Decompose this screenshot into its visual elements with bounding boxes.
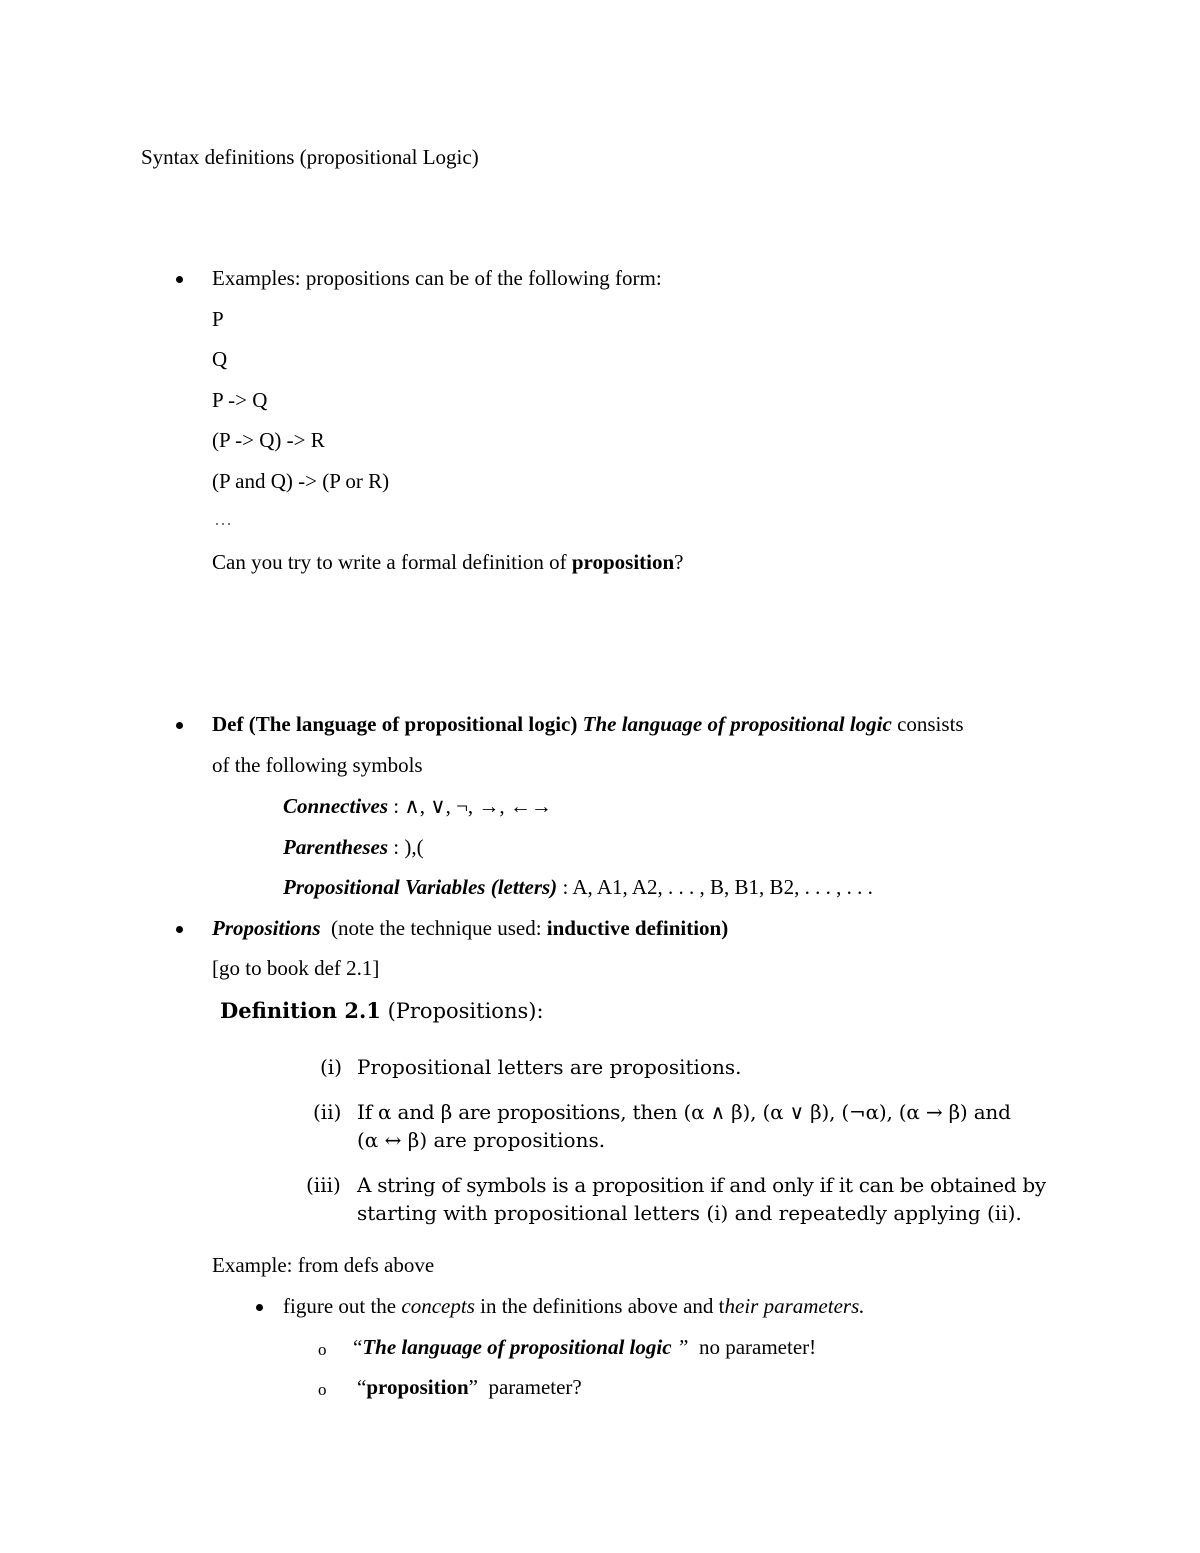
def-label: Def (The language of propositional logic) (212, 712, 578, 736)
sub-bullet-marker: o (318, 1380, 327, 1399)
connectives-label: Connectives (283, 794, 388, 818)
parentheses-value: : ),( (388, 835, 424, 859)
sub-bullet-language (353, 1337, 816, 1358)
example-form: (P and Q) -> (P or R) (212, 469, 390, 493)
examples-ellipsis: … (214, 509, 232, 529)
parentheses-line (283, 837, 424, 858)
def-language-line2: of the following symbols (212, 753, 423, 777)
book-item-number: (iii) (306, 1173, 341, 1197)
parameter-question: parameter? (477, 1375, 582, 1399)
question-text: Can you try to write a formal definition of (212, 550, 572, 574)
proposition-term: proposition (366, 1375, 469, 1399)
book-def-subtitle: (Propositions): (380, 999, 544, 1023)
example-heading: Example: from defs above (212, 1253, 435, 1277)
parentheses-label: Parentheses (283, 835, 388, 859)
example-form: (P -> Q) -> R (212, 428, 325, 452)
example-bullet-line (283, 1296, 865, 1317)
book-item-number: (ii) (313, 1100, 342, 1124)
book-item-number: (i) (320, 1055, 343, 1079)
sub-bullet-proposition (357, 1377, 582, 1398)
quote-close: ” (671, 1335, 689, 1359)
sub-bullet-marker: o (318, 1340, 327, 1359)
quote-open: “ (357, 1375, 367, 1399)
bullet-marker (176, 276, 183, 283)
bullet-marker (256, 1304, 263, 1311)
example-text: figure out the (283, 1294, 402, 1318)
connectives-value: : ∧, ∨, ¬, →, ←→ (388, 794, 552, 818)
propositions-note-bold: inductive definition) (546, 916, 729, 940)
def-term: The language of propositional logic (582, 712, 892, 736)
quote-open: “ (353, 1335, 363, 1359)
book-def-title (220, 1000, 544, 1022)
no-parameter-text: no parameter! (688, 1335, 817, 1359)
example-text: in the definitions above and t (474, 1294, 725, 1318)
question-keyword: proposition (571, 550, 675, 574)
parameters-word: heir parameters. (724, 1294, 865, 1318)
quote-close: ” (468, 1375, 478, 1399)
bullet-marker (176, 722, 183, 729)
book-item-text: (α ↔ β) are propositions. (357, 1128, 606, 1152)
page-title: Syntax definitions (propositional Logic) (141, 145, 479, 169)
book-item-text: starting with propositional letters (i) and repeatedly applying (ii). (357, 1201, 1022, 1225)
propositions-note: (note the technique used: (320, 916, 547, 940)
def-language-line1 (212, 714, 964, 735)
example-form: P -> Q (212, 388, 268, 412)
propositions-line (212, 918, 728, 939)
variables-value: : A, A1, A2, . . . , B, B1, B2, . . . , . . . (557, 875, 873, 899)
book-item-text: A string of symbols is a proposition if and only if it can be obtained by (357, 1173, 1046, 1197)
example-form: P (212, 307, 224, 331)
book-def-number: Definition 2.1 (220, 998, 381, 1023)
language-term: The language of propositional logic (362, 1335, 672, 1359)
variables-line (283, 877, 873, 898)
book-item-text: Propositional letters are propositions. (357, 1055, 742, 1079)
question-mark: ? (674, 550, 684, 574)
variables-label: Propositional Variables (letters) (283, 875, 558, 899)
examples-intro: Examples: propositions can be of the following form: (212, 266, 662, 290)
connectives-line (283, 796, 552, 817)
def-text: consists (891, 712, 964, 736)
concepts-word: concepts (401, 1294, 475, 1318)
examples-question (212, 552, 684, 573)
propositions-label: Propositions (212, 916, 321, 940)
book-reference: [go to book def 2.1] (212, 956, 380, 980)
book-item-text: If α and β are propositions, then (α ∧ β), (α ∨ β), (¬α), (α → β) and (357, 1100, 1011, 1124)
bullet-marker (176, 926, 183, 933)
example-form: Q (212, 347, 228, 371)
